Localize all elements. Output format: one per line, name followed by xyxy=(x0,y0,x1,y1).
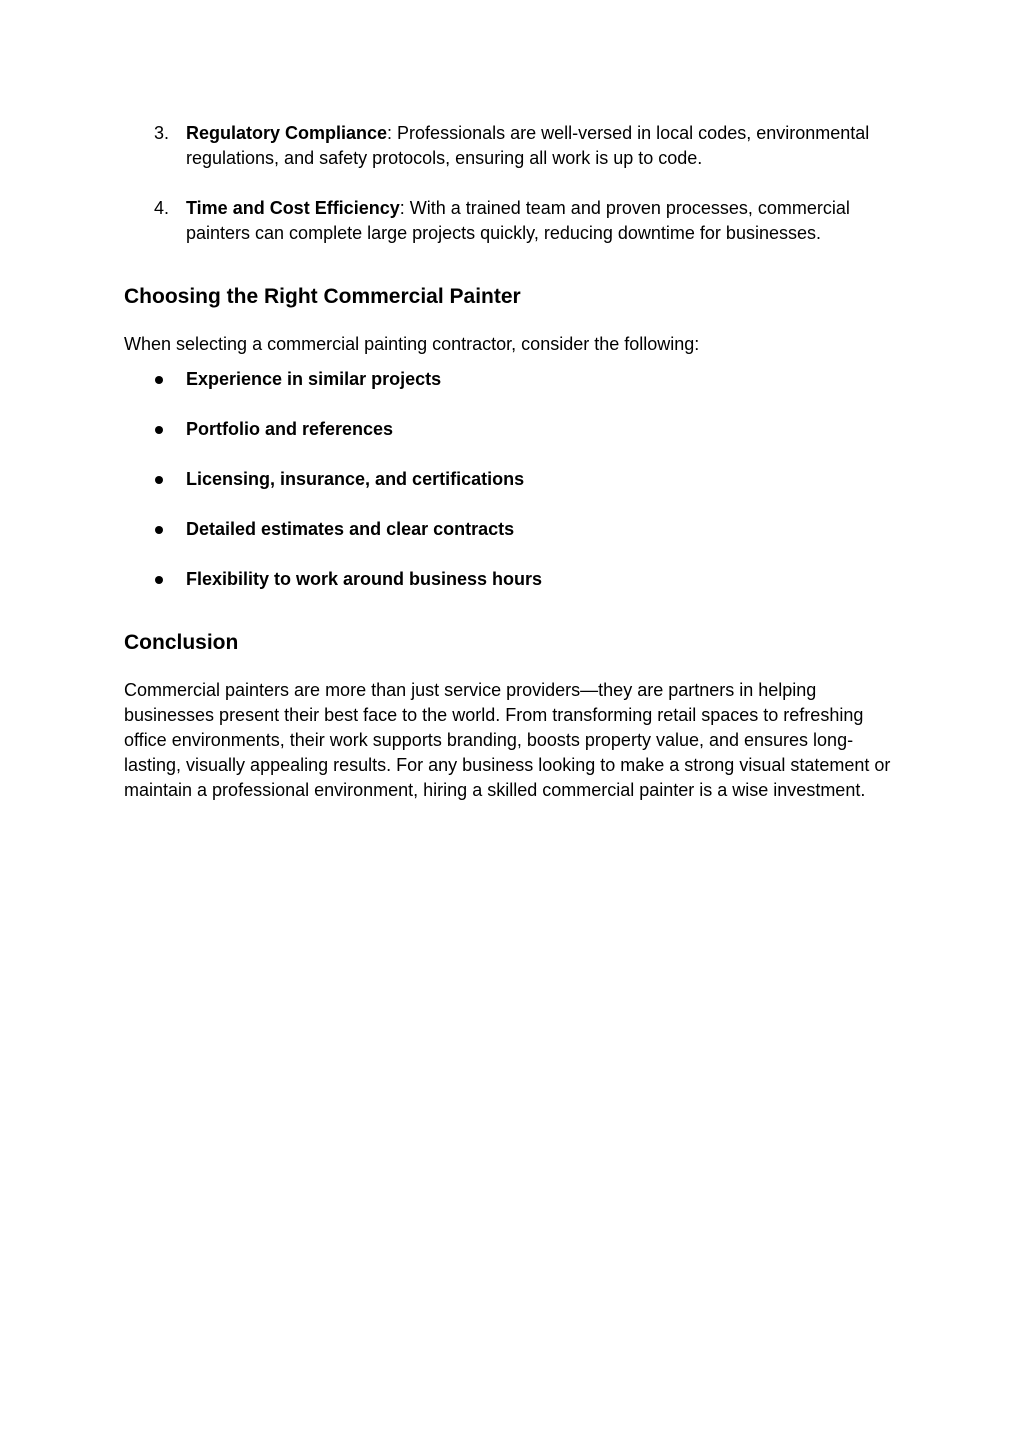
bullet-text: Licensing, insurance, and certifications xyxy=(186,469,525,489)
bullet-text: Flexibility to work around business hours xyxy=(186,569,543,589)
bullet-list-item xyxy=(124,417,894,442)
list-item-text: : Professionals are well-versed in local codes, environmental regulations, and safety protocols, ensuring all work is up to code. xyxy=(186,123,870,168)
list-number: 4. xyxy=(154,198,170,218)
list-item-text: : With a trained team and proven processes, commercial painters can complete large projects quickly, reducing downtime for businesses. xyxy=(186,198,850,243)
bullet-icon xyxy=(155,576,163,584)
bullet-list-item xyxy=(124,467,894,492)
document-content xyxy=(124,121,894,803)
numbered-list-item xyxy=(124,196,894,246)
list-number: 3. xyxy=(154,123,170,143)
bullet-list-item xyxy=(124,517,894,542)
bullet-text: Experience in similar projects xyxy=(186,369,442,389)
bullet-list-item xyxy=(124,367,894,392)
list-item-term: Regulatory Compliance xyxy=(186,123,388,143)
bullet-list-item xyxy=(124,567,894,592)
bullet-icon xyxy=(155,476,163,484)
section-heading-choosing: Choosing the Right Commercial Painter xyxy=(124,285,521,308)
numbered-list-item xyxy=(124,121,894,171)
bullet-icon xyxy=(155,376,163,384)
bullet-icon xyxy=(155,526,163,534)
bullet-text: Portfolio and references xyxy=(186,419,394,439)
conclusion-paragraph: Commercial painters are more than just service providers—they are partners in helping businesses present their best face to the world. From transforming retail spaces to refreshing office environments, their work supports branding, boosts property value, and ensures long-lasting, visually appealing results. For any business looking to make a strong visual statement or maintain a professional environment, hiring a skilled commercial painter is a wise investment. xyxy=(124,680,891,800)
bullet-icon xyxy=(155,426,163,434)
criteria-bullet-list xyxy=(124,367,894,592)
bullet-text: Detailed estimates and clear contracts xyxy=(186,519,515,539)
choosing-intro-paragraph: When selecting a commercial painting contractor, consider the following: xyxy=(124,334,700,354)
benefits-numbered-list xyxy=(124,121,894,246)
section-heading-conclusion: Conclusion xyxy=(124,631,239,654)
list-item-term: Time and Cost Efficiency xyxy=(186,198,400,218)
